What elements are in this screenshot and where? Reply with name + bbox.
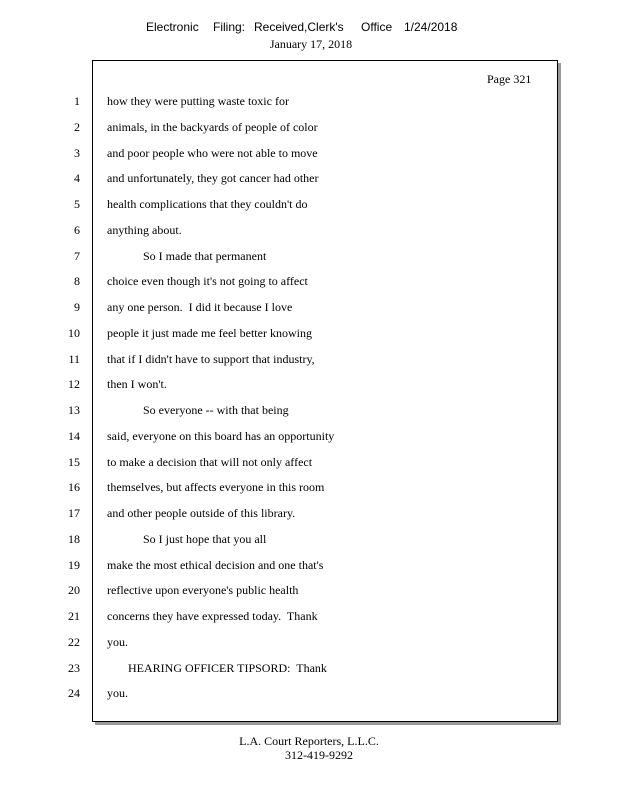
transcript-line bbox=[0, 583, 618, 599]
line-text: you. bbox=[107, 686, 128, 701]
line-text: then I won't. bbox=[107, 377, 167, 392]
line-number: 12 bbox=[68, 377, 80, 392]
transcript-date: January 17, 2018 bbox=[269, 37, 353, 51]
line-number: 19 bbox=[68, 557, 80, 572]
line-number: 22 bbox=[68, 634, 80, 649]
line-number: 21 bbox=[68, 609, 80, 623]
transcript-line bbox=[0, 326, 618, 342]
line-text: any one person. I did it because I love bbox=[107, 300, 293, 314]
line-text: make the most ethical decision and one that's bbox=[107, 557, 324, 572]
transcript-line bbox=[0, 532, 618, 548]
line-text: that if I didn't have to support that industry, bbox=[107, 351, 315, 366]
line-text: themselves, but affects everyone in this room bbox=[107, 480, 325, 495]
stamp-office: Office bbox=[361, 20, 393, 34]
line-number: 6 bbox=[74, 222, 80, 237]
line-number: 18 bbox=[68, 531, 80, 546]
line-number: 4 bbox=[74, 171, 80, 186]
transcript-line bbox=[0, 506, 618, 522]
line-number: 17 bbox=[68, 506, 80, 520]
transcript-line bbox=[0, 249, 618, 265]
line-text: and unfortunately, they got cancer had other bbox=[107, 171, 319, 186]
transcript-line bbox=[0, 120, 618, 136]
line-text: animals, in the backyards of people of color bbox=[107, 119, 318, 134]
transcript-line bbox=[0, 352, 618, 368]
line-text: HEARING OFFICER TIPSORD: Thank bbox=[107, 660, 327, 675]
line-number: 16 bbox=[68, 480, 80, 495]
transcript-line bbox=[0, 558, 618, 574]
line-text: and other people outside of this library. bbox=[107, 506, 296, 520]
line-number: 1 bbox=[74, 94, 80, 108]
line-number: 2 bbox=[74, 119, 80, 134]
page-number: Page 321 bbox=[487, 72, 532, 86]
line-text: said, everyone on this board has an opportunity bbox=[107, 428, 335, 443]
line-text: reflective upon everyone's public health bbox=[107, 583, 299, 598]
transcript-line bbox=[0, 609, 618, 625]
transcript-line bbox=[0, 223, 618, 239]
line-text: health complications that they couldn't do bbox=[107, 197, 308, 211]
line-number: 23 bbox=[68, 660, 80, 675]
line-text: So I made that permanent bbox=[107, 248, 267, 263]
transcript-line bbox=[0, 94, 618, 110]
transcript-line bbox=[0, 635, 618, 651]
footer-phone: 312-419-9292 bbox=[285, 748, 353, 762]
line-text: people it just made me feel better knowing bbox=[107, 325, 312, 340]
transcript-line bbox=[0, 377, 618, 393]
line-number: 7 bbox=[74, 248, 80, 263]
transcript-line bbox=[0, 300, 618, 316]
line-number: 5 bbox=[74, 197, 80, 211]
transcript-line bbox=[0, 455, 618, 471]
line-number: 8 bbox=[74, 274, 80, 289]
line-text: how they were putting waste toxic for bbox=[107, 94, 289, 108]
transcript-line bbox=[0, 429, 618, 445]
line-text: So I just hope that you all bbox=[107, 531, 267, 546]
line-number: 3 bbox=[74, 145, 80, 160]
line-text: you. bbox=[107, 634, 128, 649]
line-text: anything about. bbox=[107, 222, 182, 237]
stamp-electronic: Electronic bbox=[146, 20, 199, 34]
line-text: So everyone -- with that being bbox=[107, 403, 289, 417]
line-number: 20 bbox=[68, 583, 80, 598]
line-text: concerns they have expressed today. Thank bbox=[107, 609, 318, 623]
transcript-line bbox=[0, 274, 618, 290]
transcript-line bbox=[0, 146, 618, 162]
line-text: and poor people who were not able to move bbox=[107, 145, 318, 160]
line-text: to make a decision that will not only affect bbox=[107, 454, 313, 469]
line-number: 13 bbox=[68, 403, 80, 417]
stamp-filing: Filing: bbox=[213, 20, 246, 34]
line-number: 11 bbox=[68, 351, 80, 366]
transcript-line bbox=[0, 197, 618, 213]
transcript-line bbox=[0, 171, 618, 187]
transcript-line bbox=[0, 403, 618, 419]
footer-company: L.A. Court Reporters, L.L.C. bbox=[239, 734, 379, 748]
line-number: 10 bbox=[68, 325, 80, 340]
transcript-line bbox=[0, 686, 618, 702]
line-number: 15 bbox=[68, 454, 80, 469]
transcript-line bbox=[0, 480, 618, 496]
stamp-date: 1/24/2018 bbox=[404, 20, 458, 34]
line-number: 9 bbox=[74, 300, 80, 314]
line-number: 24 bbox=[68, 686, 80, 701]
transcript-line bbox=[0, 661, 618, 677]
line-number: 14 bbox=[68, 428, 80, 443]
line-text: choice even though it's not going to affect bbox=[107, 274, 308, 289]
stamp-received: Received,Clerk's bbox=[254, 20, 344, 34]
